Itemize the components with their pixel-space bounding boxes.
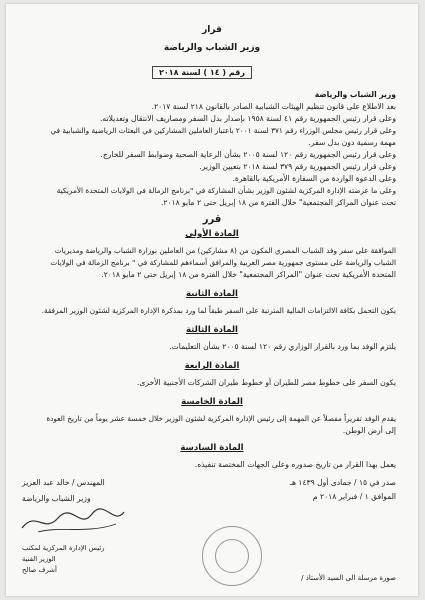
side-note: رئيس الإدارة المركزية لمكتب <box>22 544 105 552</box>
preamble-line: وعلى قرار رئيس الجمهورية رقم ١٢٠ لسنة ٢٠٠٥ بشأن الرعاية الصحية وضوابط السفر للخارج. <box>100 150 396 159</box>
side-note: أشرف صالح <box>22 566 57 574</box>
decree-title: قرار <box>202 25 222 35</box>
preamble-line: وعلى قرار رئيس الجمهورية رقم ٤١ لسنة ١٩٥٨ بإصدار بدل السفر ومصاريف الانتقال وتعديلاته. <box>99 114 396 123</box>
article-body: المتحدة الأمريكية تحت عنوان "المراكز المجتمعية" خلال الفترة من ١٨ إبريل حتى ٢ مايو ٢٠١٨. <box>101 270 396 279</box>
article-heading: المادة الرابعة <box>184 361 240 371</box>
decision-number: رقم ( ١٤ ) لسنة ٢٠١٨ <box>152 66 252 79</box>
article-heading: المادة السادسة <box>180 443 244 453</box>
preamble-line: وزير الشباب والرياضة <box>314 90 396 99</box>
issue-date-gregorian: الموافق ١ / فبراير ٢٠١٨ م <box>312 492 396 501</box>
decides-heading: قرر <box>202 214 222 225</box>
signature-mark <box>18 504 128 538</box>
preamble-line: وعلى ما عرضته الإدارة المركزية لشئون الوزير بشأن المشاركة في "برنامج الزمالة في الولايات المتحدة الأمريكية <box>56 186 396 195</box>
article-body: يعمل بهذا القرار من تاريخ صدوره وعلى الجهات المختصة تنفيذه. <box>194 460 396 469</box>
copy-note: صورة مرسلة الى السيد الأستاذ / <box>301 574 396 582</box>
article-heading: المادة الخامسة <box>181 397 243 407</box>
article-heading: المادة الثانية <box>186 289 238 299</box>
article-heading: المادة الثالثة <box>186 325 238 335</box>
preamble-line: بعد الاطلاع على قانون تنظيم الهيئات الشبابية الصادر بالقانون ٢١٨ لسنة ٢٠١٧. <box>151 102 396 111</box>
signatory-name: المهندس / خالد عبد العزيز <box>22 478 105 487</box>
preamble-line: وعلى الدعوة الواردة من السفارة الأمريكية بالقاهرة. <box>232 174 396 183</box>
preamble-line: تحت عنوان المراكز المجتمعية" خلال الفترة من ١٨ إبريل حتى ٢ مايو ٢٠١٨. <box>160 198 396 207</box>
article-body: يكون التحمل بكافة الالتزامات المالية المترتبة على السفر طبقاً لما ورد بمذكرة الإدارة المركزية لشئون الوزير المرفقة. <box>41 306 396 315</box>
article-body: يقدم الوفد تقريراً مفصلاً عن المهمة إلى رئيس الإدارة المركزية لشئون الوزير خلال خمسة عشر يوماً من تاريخ العودة <box>46 414 396 423</box>
preamble-line: مهمة رسمية دون بدل سفر. <box>308 138 396 147</box>
article-body: إلى أرض الوطن. <box>342 426 396 435</box>
side-note: الوزير الفنية <box>22 555 56 563</box>
issue-date-hijri: صدر في ١٥ / جمادى أول ١٤٣٩ هـ <box>289 478 396 487</box>
preamble-line: وعلى قرار رئيس مجلس الوزراء رقم ٣٧١ لسنة ٢٠٠١ باعتبار العاملين المشاركين في البعثات الرياضية والشبابية في <box>50 126 396 135</box>
article-body: الموافقة على سفر وفد الشباب المصري المكون من (٨ مشاركين) من العاملين بوزارة الشباب والرياضة ومديريات <box>54 246 396 255</box>
article-body: يلتزم الوفد بما ورد بالقرار الوزاري رقم ١٢٠ لسنة ٢٠٠٥ بشأن التعليمات. <box>169 342 396 351</box>
decree-page <box>6 4 418 596</box>
article-body: الشباب والرياضة على مستوى جمهورية مصر العربية والمرافق أسماءهم للمشاركة في " برنامج الزمالة في الولايات <box>50 258 396 267</box>
official-seal-stamp <box>202 526 262 586</box>
article-heading: المادة الأولى <box>185 229 239 239</box>
ministry-name: وزير الشباب والرياضة <box>163 43 261 53</box>
signatory-title: وزير الشباب والرياضة <box>22 494 91 503</box>
preamble-line: وعلى قرار رئيس الجمهورية رقم ٣٧٩ لسنة ٢٠١٨ بتعيين الوزير. <box>199 162 396 171</box>
article-body: يكون السفر على خطوط مصر للطيران أو خطوط طيران الشركات الأجنبية الأخرى. <box>137 378 396 387</box>
